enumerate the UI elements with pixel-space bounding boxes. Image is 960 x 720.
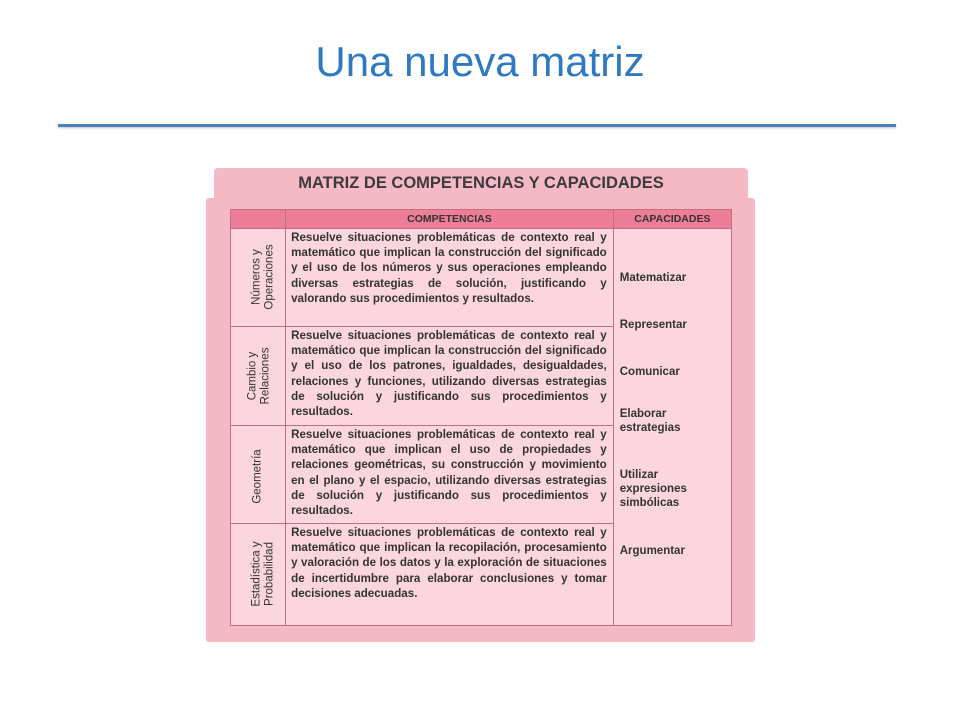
slide-title: Una nueva matriz <box>315 38 645 85</box>
competencia-text: Resuelve situaciones problemáticas de contexto real y matemático que implican la construcción del significado y el uso de los números y sus operaciones empleando diversas estrategias de solución, justificando y valorando sus procedimientos y resultados. <box>286 229 614 327</box>
header-capacidades: CAPACIDADES <box>613 210 731 229</box>
area-label-numeros: Números y Operaciones <box>250 244 276 310</box>
competencies-matrix-table <box>230 209 732 626</box>
area-cell <box>231 426 286 524</box>
area-label-geometria: Geometría <box>251 448 264 504</box>
competencia-text: Resuelve situaciones problemáticas de contexto real y matemático que implican la construcción del significado y el uso de los patrones, igualdades, desigualdades, relaciones y funciones, utilizando diversas estrategias de solución y justificando sus procedimientos y resultados. <box>286 327 614 426</box>
header-blank-cell <box>231 210 286 229</box>
title-divider <box>58 124 896 127</box>
matrix-heading: MATRIZ DE COMPETENCIAS Y CAPACIDADES <box>298 174 664 192</box>
capacidades-cell <box>613 229 731 626</box>
capacidad-item: Utilizar expresiones simbólicas <box>619 469 687 509</box>
capacidad-item: Elaborar estrategias <box>619 408 681 434</box>
area-cell <box>231 327 286 426</box>
table-row <box>231 229 732 327</box>
capacidad-item: Argumentar <box>619 545 685 557</box>
capacidad-item: Matematizar <box>619 272 687 284</box>
header-competencias: COMPETENCIAS <box>286 210 614 229</box>
competencia-text: Resuelve situaciones problemáticas de contexto real y matemático que implican la recopilación, procesamiento y valoración de los datos y la exploración de situaciones de incertidumbre para elaborar conclusiones y tomar decisiones adecuadas. <box>286 524 614 626</box>
area-cell <box>231 524 286 626</box>
area-cell <box>231 229 286 327</box>
area-label-cambio: Cambio y Relaciones <box>246 347 272 404</box>
capacidad-item: Comunicar <box>619 366 680 378</box>
table-header-row <box>231 210 732 229</box>
capacidad-item: Representar <box>619 319 687 331</box>
area-label-estadistica: Estadística y Probabilidad <box>250 541 276 607</box>
competencia-text: Resuelve situaciones problemáticas de contexto real y matemático que implican el uso de propiedades y relaciones geométricas, su construcción y movimiento en el plano y el espacio, utilizando diversas estrategias de solución y justificando sus procedimientos y resultados. <box>286 426 614 524</box>
